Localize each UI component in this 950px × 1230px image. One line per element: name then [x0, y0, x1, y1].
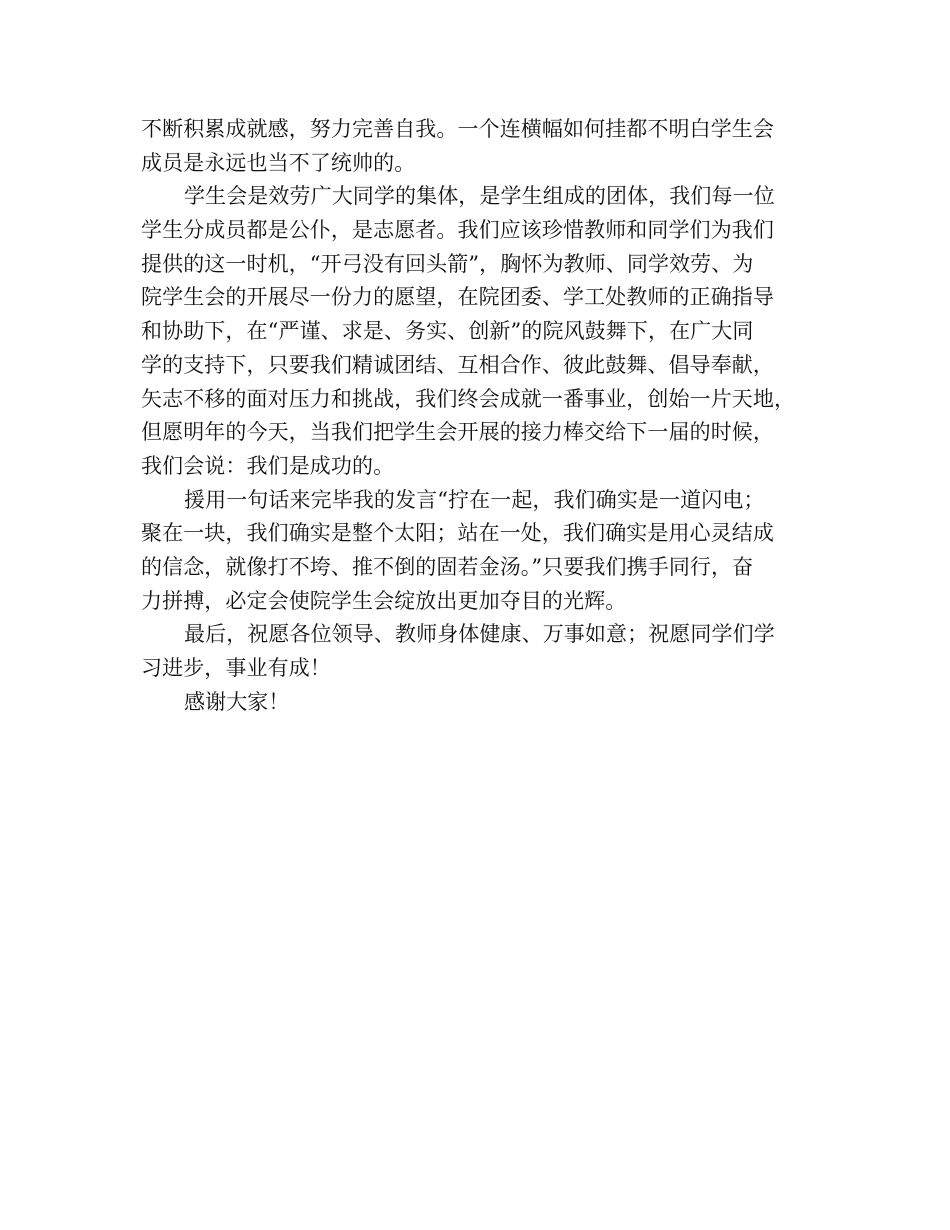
text-line: 但愿明年的今天，当我们把学生会开展的接力棒交给下一届的时候，: [141, 420, 774, 445]
text-line: 和协助下，在“严谨、求是、务实、创新”的院风鼓舞下，在广大同: [141, 319, 754, 344]
document-body: [141, 113, 841, 719]
text-line: 的信念，就像打不垮、推不倒的固若金汤。”只要我们携手同行，奋: [141, 554, 754, 579]
text-line: 聚在一块，我们确实是整个太阳；站在一处，我们确实是用心灵结成: [141, 521, 774, 546]
text-line: 不断积累成就感，努力完善自我。一个连横幅如何挂都不明白学生会: [141, 117, 774, 141]
closing-line: 感谢大家！: [184, 689, 290, 714]
paragraph-start-line: 学生会是效劳广大同学的集体，是学生组成的团体，我们每一位: [184, 184, 775, 209]
text-line: 成员是永远也当不了统帅的。: [141, 150, 416, 175]
text-line: 学的支持下，只要我们精诚团结、互相合作、彼此鼓舞、倡导奉献，: [141, 352, 774, 377]
text-line: 院学生会的开展尽一份力的愿望，在院团委、学工处教师的正确指导: [141, 285, 774, 310]
text-line: 习进步，事业有成！: [141, 656, 331, 680]
paragraph-start-line: 援用一句话来完毕我的发言“拧在一起，我们确实是一道闪电；: [184, 487, 765, 512]
text-line: 提供的这一时机，“开弓没有回头箭”，胸怀为教师、同学效劳、为: [141, 251, 754, 276]
text-line: 力拼搏，必定会使院学生会绽放出更加夺目的光辉。: [141, 588, 627, 613]
text-line: 学生分成员都是公仆，是志愿者。我们应该珍惜教师和同学们为我们: [141, 218, 774, 243]
text-line: 我们会说：我们是成功的。: [141, 453, 395, 478]
paragraph-start-line: 最后，祝愿各位领导、教师身体健康、万事如意；祝愿同学们学: [184, 622, 775, 647]
text-line: 矢志不移的面对压力和挑战，我们终会成就一番事业，创始一片天地，: [141, 386, 796, 411]
